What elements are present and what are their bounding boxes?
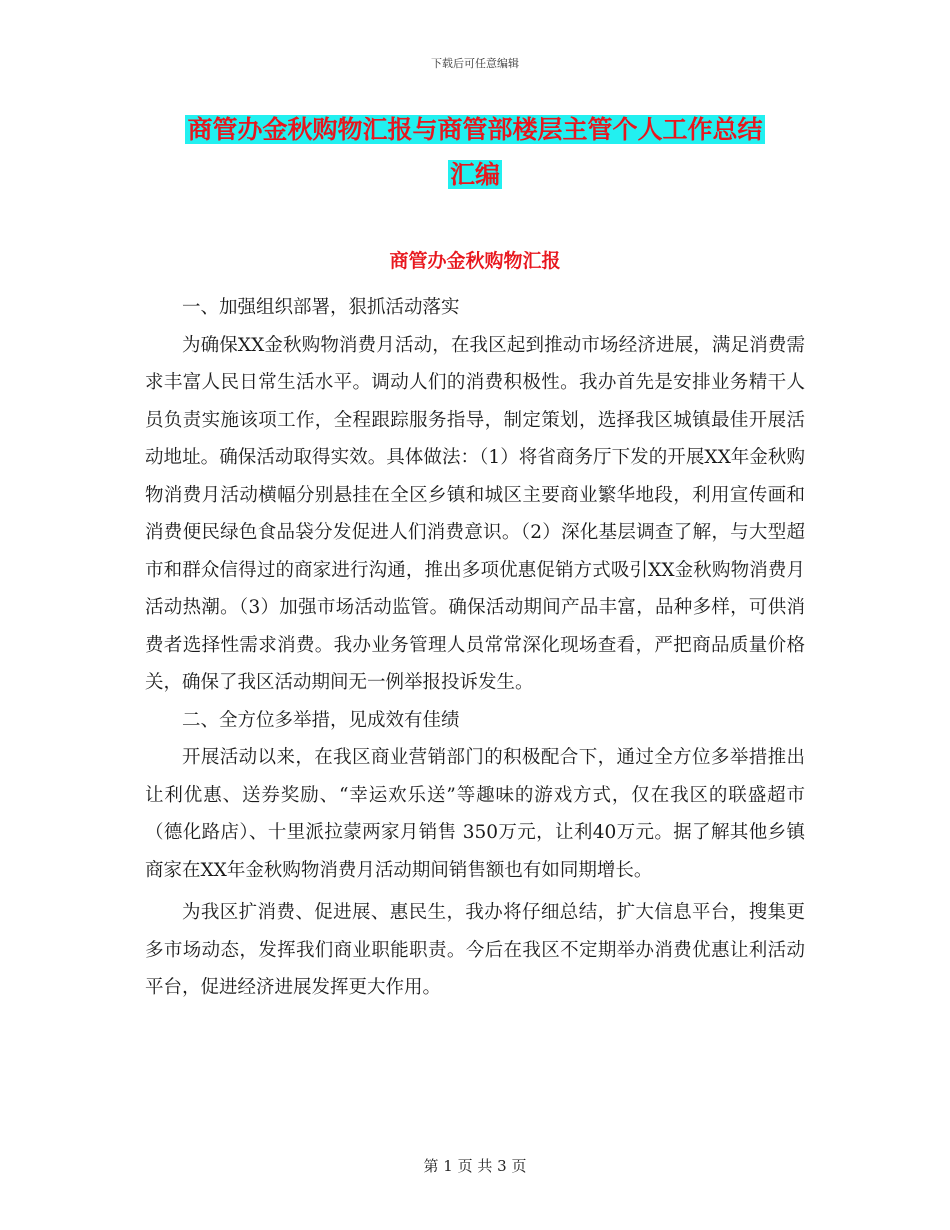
header-note: 下载后可任意编辑 xyxy=(431,57,519,70)
document-title-line-1 xyxy=(150,106,800,154)
heading-2: 二、全方位多举措，见成效有佳绩 xyxy=(182,709,460,731)
page-footer: 第 1 页 共 3 页 xyxy=(423,1157,527,1175)
paragraph-1: 为确保XX金秋购物消费月活动，在我区起到推动市场经济进展，满足消费需求丰富人民日常生活水平。调动人们的消费积极性。我办首先是安排业务精干人员负责实施该项工作，全程跟踪服务指导，制定策划，选择我区城镇最佳开展活动地址。确保活动取得实效。具体做法：（1）将省商务厅下发的开展XX年金秋购物消费月活动横幅分别悬挂在全区乡镇和城区主要商业繁华地段，利用宣传画和消费便民绿色食品袋分发促进人们消费意识。（2）深化基层调查了解，与大型超市和群众信得过的商家进行沟通，推出多项优惠促销方式吸引XX金秋购物消费月活动热潮。（3）加强市场活动监管。确保活动期间产品丰富，品种多样，可供消费者选择性需求消费。我办业务管理人员常常深化现场查看，严把商品质量价格关，确保了我区活动期间无一例举报投诉发生。 xyxy=(145,334,805,693)
paragraph-3: 为我区扩消费、促进展、惠民生，我办将仔细总结，扩大信息平台，搜集更多市场动态，发挥我们商业职能职责。今后在我区不定期举办消费优惠让利活动平台，促进经济进展发挥更大作用。 xyxy=(145,902,805,998)
section-title: 商管办金秋购物汇报 xyxy=(389,250,561,272)
document-title-line-2 xyxy=(150,151,800,199)
title-highlight-1: 商管办金秋购物汇报与商管部楼层主管个人工作总结 xyxy=(187,115,763,144)
paragraph-2: 开展活动以来，在我区商业营销部门的积极配合下，通过全方位多举措推出让利优惠、送券奖励、“幸运欢乐送”等趣味的游戏方式，仅在我区的联盛超市（德化路店）、十里派拉蒙两家月销售 350万元，让利40万元。据了解其他乡镇商家在XX年金秋购物消费月活动期间销售额也有如同期增长。 xyxy=(145,747,805,881)
heading-1: 一、加强组织部署，狠抓活动落实 xyxy=(182,297,460,318)
document-body xyxy=(145,289,805,1007)
title-highlight-2: 汇编 xyxy=(449,160,500,189)
